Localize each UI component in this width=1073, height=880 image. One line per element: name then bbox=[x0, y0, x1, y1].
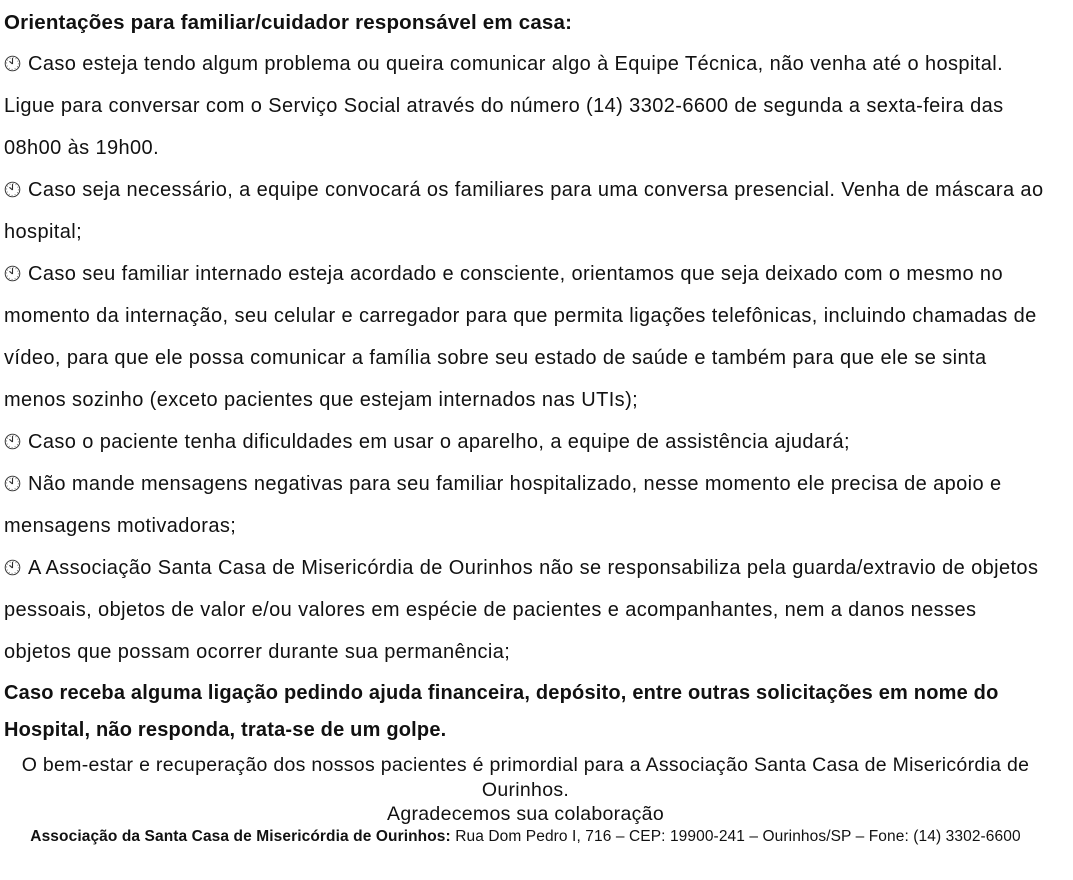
guideline-text: Caso o paciente tenha dificuldades em usar o aparelho, a equipe de assistência ajudará; bbox=[28, 431, 850, 453]
guideline-item bbox=[4, 43, 1047, 169]
footer-org-name: Associação da Santa Casa de Misericórdia de Ourinhos: bbox=[30, 827, 451, 845]
page-title: Orientações para familiar/cuidador responsável em casa: bbox=[4, 11, 573, 34]
closing-block bbox=[4, 753, 1047, 827]
guideline-text: Caso esteja tendo algum problema ou queira comunicar algo à Equipe Técnica, não venha até o hospital. Ligue para conversar com o Serviço Social através do número (14) 3302-6600 de segunda a sexta-feira das 08h00 às 19h00. bbox=[4, 53, 1004, 159]
guideline-item bbox=[4, 463, 1047, 547]
clock-icon bbox=[4, 549, 21, 566]
clock-icon bbox=[4, 423, 21, 440]
guideline-item bbox=[4, 421, 1047, 463]
clock-icon bbox=[4, 465, 21, 482]
clock-icon bbox=[4, 45, 21, 62]
guideline-text: Caso seja necessário, a equipe convocará os familiares para uma conversa presencial. Venha de máscara ao hospital; bbox=[4, 179, 1044, 243]
guideline-text: Caso seu familiar internado esteja acordado e consciente, orientamos que seja deixado com o mesmo no momento da internação, seu celular e carregador para que permita ligações telefônicas, incluindo chamadas de vídeo, para que ele possa comunicar a família sobre seu estado de saúde e também para que ele se sinta menos sozinho (exceto pacientes que estejam internados nas UTIs); bbox=[4, 263, 1037, 411]
clock-icon bbox=[4, 171, 21, 188]
guideline-item bbox=[4, 547, 1047, 673]
guideline-item bbox=[4, 253, 1047, 421]
scam-warning-text: Caso receba alguma ligação pedindo ajuda financeira, depósito, entre outras solicitações em nome do Hospital, não responda, trata-se de um golpe. bbox=[4, 682, 999, 741]
footer-contact-line bbox=[4, 827, 1047, 847]
clock-icon bbox=[4, 255, 21, 272]
wellbeing-statement: O bem-estar e recuperação dos nossos pacientes é primordial para a Associação Santa Casa de Misericórdia de Ourinhos. bbox=[21, 754, 1030, 801]
thanks-statement: Agradecemos sua colaboração bbox=[387, 803, 664, 825]
guideline-text: Não mande mensagens negativas para seu familiar hospitalizado, nesse momento ele precisa de apoio e mensagens motivadoras; bbox=[4, 473, 1002, 537]
guideline-text: A Associação Santa Casa de Misericórdia de Ourinhos não se responsabiliza pela guarda/extravio de objetos pessoais, objetos de valor e/ou valores em espécie de pacientes e acompanhantes, nem a danos nesses objetos que possam ocorrer durante sua permanência; bbox=[4, 557, 1039, 663]
guideline-item bbox=[4, 169, 1047, 253]
footer-address: Rua Dom Pedro I, 716 – CEP: 19900-241 – Ourinhos/SP – Fone: (14) 3302-6600 bbox=[455, 827, 1021, 845]
